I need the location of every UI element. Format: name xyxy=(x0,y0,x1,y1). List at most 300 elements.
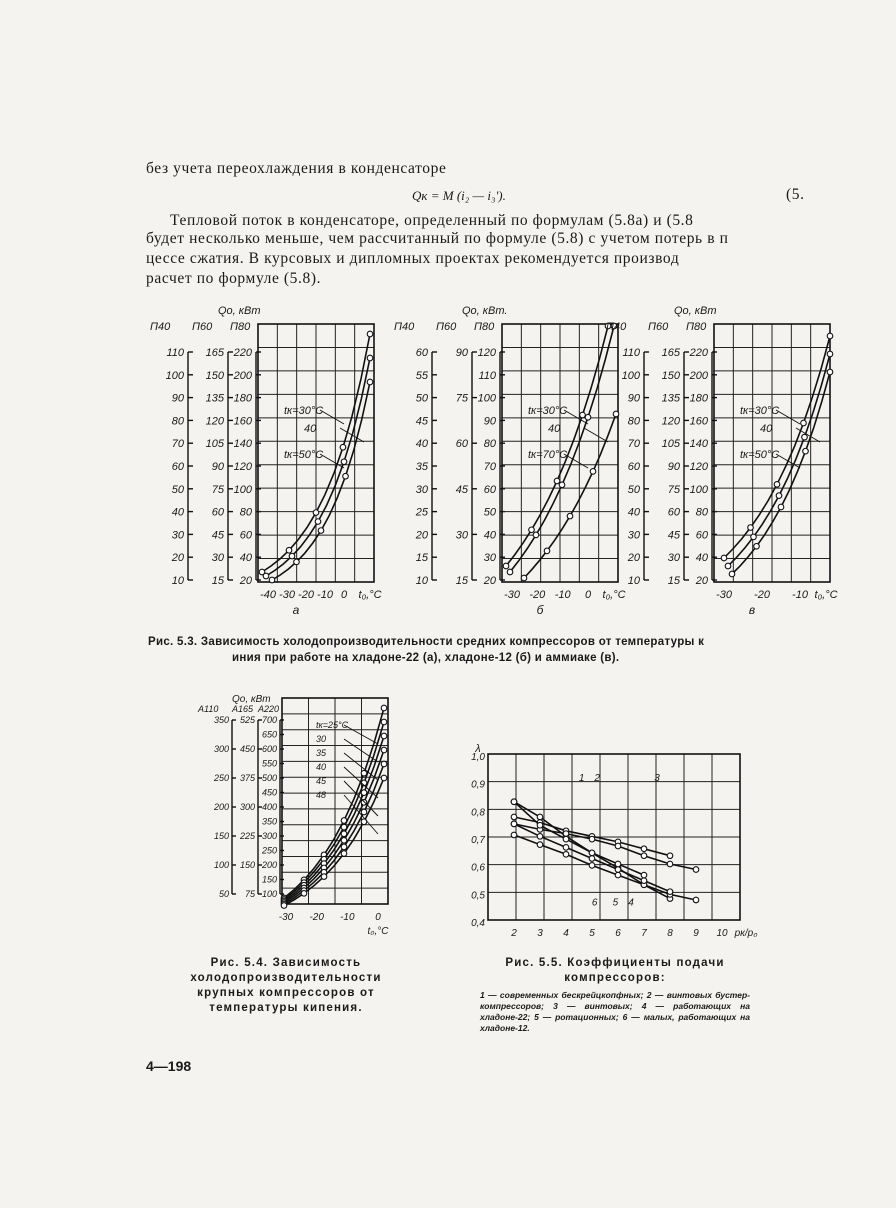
scale-label: 90 xyxy=(455,347,468,359)
scale-label: 90 xyxy=(667,461,680,473)
scale-label: 100 xyxy=(477,392,496,405)
y-tick-label: 1,0 xyxy=(471,752,485,763)
data-point xyxy=(321,874,327,880)
data-point xyxy=(521,575,527,581)
scale-label: 150 xyxy=(661,369,680,382)
scale-head-1: А110 xyxy=(198,704,219,714)
curve-label: 40 xyxy=(760,423,773,435)
scale-label: 105 xyxy=(661,438,680,451)
data-point xyxy=(343,473,349,479)
data-point xyxy=(641,872,647,878)
scale-label: 70 xyxy=(483,461,496,473)
x-tick-label: 0 xyxy=(340,589,348,601)
scale-label: 10 xyxy=(415,575,428,587)
scale-label: 15 xyxy=(415,552,428,565)
data-point xyxy=(544,548,550,554)
x-tick-label: 4 xyxy=(563,928,569,939)
scale-label: 110 xyxy=(166,347,184,359)
scale-label: 15 xyxy=(667,575,680,587)
scale-label: 100 xyxy=(213,860,229,870)
scale-label: 90 xyxy=(627,392,640,405)
plot-grid xyxy=(488,754,740,920)
scale-label: 75 xyxy=(455,392,468,405)
data-point xyxy=(381,761,387,767)
data-point xyxy=(641,853,647,859)
x-tick-label: 3 xyxy=(537,928,543,939)
fig-5-5-caption-title: Рис. 5.5. Коэффициенты подачи компрессоров: xyxy=(505,957,725,984)
fig-5-5-caption-legend: 1 — современных бескрейцкопфных; 2 — винтовых бустер-компрессоров; 3 — винтовых; 4 — работающих на хладоне-22; 5 — ротационных; 6 — малых, работающих на хладоне-12. xyxy=(480,990,750,1033)
data-point xyxy=(381,775,387,781)
data-point xyxy=(641,878,647,884)
scale-label: 100 xyxy=(233,483,252,496)
scale-label: 30 xyxy=(415,483,428,496)
data-point xyxy=(748,525,754,531)
curve-label: 30 xyxy=(316,734,327,744)
label-leader xyxy=(340,428,364,442)
data-point xyxy=(318,528,324,534)
x-tick-label: -20 xyxy=(298,589,314,601)
scale-label: 120 xyxy=(205,415,224,428)
scale-label: 70 xyxy=(627,438,640,451)
scale-label: 100 xyxy=(621,369,640,382)
x-tick-label: -30 xyxy=(716,589,732,601)
scale-label: 100 xyxy=(165,369,184,382)
y-tick-label: 0,6 xyxy=(471,862,485,874)
curve-label: 48 xyxy=(316,790,327,800)
scale-label: 120 xyxy=(477,347,496,359)
scale-label: 70 xyxy=(171,438,184,451)
data-point xyxy=(367,331,373,337)
x-axis-unit: t₀,°C xyxy=(602,589,626,601)
scale-label: 250 xyxy=(213,773,229,783)
data-point xyxy=(361,800,367,806)
scale-label: 25 xyxy=(415,506,428,519)
paragraph-line-3: цессе сжатия. В курсовых и дипломных проектах рекомендуется производ xyxy=(146,250,680,267)
scale-label: 120 xyxy=(233,461,252,473)
data-point xyxy=(381,705,387,711)
y-tick-label: 0,5 xyxy=(471,890,485,902)
data-point xyxy=(563,852,569,858)
x-axis-unit: t₀,°C xyxy=(814,589,838,601)
data-point xyxy=(554,478,560,484)
data-point xyxy=(615,872,621,878)
scale-label: 180 xyxy=(689,392,708,405)
formula-number: (5. xyxy=(786,186,805,203)
fig-5-3-panel-в xyxy=(604,300,844,630)
scale-label: 20 xyxy=(627,552,640,565)
scale-label: 110 xyxy=(478,369,496,382)
data-point xyxy=(507,569,513,575)
curve-label: tк=50°С xyxy=(284,449,324,461)
scale-label: 150 xyxy=(205,369,224,382)
scale-label: 600 xyxy=(261,744,277,754)
x-tick-label: 5 xyxy=(589,928,595,939)
data-point xyxy=(341,459,347,465)
data-point xyxy=(641,846,647,852)
scale-label: 40 xyxy=(695,552,708,565)
scale-label: 180 xyxy=(233,392,252,405)
x-tick-label: 7 xyxy=(641,928,647,939)
curve-label: 5 xyxy=(612,897,619,909)
x-tick-label: -10 xyxy=(792,589,808,601)
scale-label: 55 xyxy=(415,369,428,382)
curve-tk-2 xyxy=(284,736,384,901)
x-tick-label: -20 xyxy=(754,589,770,601)
data-point xyxy=(803,448,809,454)
data-point xyxy=(801,420,807,426)
data-point xyxy=(563,845,569,851)
curve-label: tк=50°С xyxy=(740,449,780,461)
scale-label: 220 xyxy=(689,347,708,359)
scale-label: 40 xyxy=(415,438,428,451)
scale-label: 400 xyxy=(261,802,277,812)
scale-label: 550 xyxy=(261,758,277,769)
label-leader xyxy=(776,410,800,424)
data-point xyxy=(667,861,673,867)
qo-axis-title: Qo, кВт. xyxy=(462,305,508,317)
x-tick-label: -10 xyxy=(340,912,355,923)
scale-label: 80 xyxy=(483,438,496,451)
data-point xyxy=(341,844,347,850)
qo-axis-title: Qo, кВт xyxy=(232,694,271,705)
data-point xyxy=(729,571,735,577)
scale-head-1: П40 xyxy=(394,321,415,333)
scale-label: 60 xyxy=(211,506,224,519)
scale-label: 60 xyxy=(483,483,496,496)
scale-label: 40 xyxy=(171,506,184,519)
scale-head-2: П60 xyxy=(436,321,457,333)
scale-label: 135 xyxy=(205,392,224,405)
scale-label: 20 xyxy=(171,552,184,565)
curve-tk50 xyxy=(732,372,830,574)
curve-label: tк=25°С xyxy=(316,720,349,730)
panel-letter: б xyxy=(536,603,544,617)
scale-label: 90 xyxy=(211,461,224,473)
scale-label: 350 xyxy=(261,816,277,827)
scale-label: 50 xyxy=(218,889,229,899)
x-axis-unit: t₀,°C xyxy=(367,926,389,937)
scale-label: 300 xyxy=(213,744,229,754)
data-point xyxy=(580,412,586,418)
curve-tk30 xyxy=(724,336,830,558)
scale-label: 220 xyxy=(233,347,252,359)
fig-5-3-caption-line-1: Рис. 5.3. Зависимость холодопроизводительности средних компрессоров от температуры к xyxy=(148,636,705,648)
data-point xyxy=(263,573,269,579)
curve-tk-0 xyxy=(284,708,384,898)
fig-5-4-caption: Рис. 5.4. Зависимость холодопроизводительности крупных компрессоров от температуры кипения. xyxy=(190,957,382,1014)
scale-label: 45 xyxy=(455,483,468,496)
scale-label: 200 xyxy=(213,802,229,812)
scale-label: 150 xyxy=(239,860,255,870)
scale-label: 90 xyxy=(483,415,496,428)
scale-label: 200 xyxy=(233,369,252,382)
data-point xyxy=(511,832,517,838)
x-tick-label: -10 xyxy=(317,589,333,601)
scale-label: 80 xyxy=(695,506,708,519)
data-point xyxy=(751,534,757,540)
scale-label: 250 xyxy=(261,845,277,856)
data-point xyxy=(529,527,535,533)
scale-label: 650 xyxy=(261,729,277,740)
scale-head-1: П40 xyxy=(150,321,171,333)
data-point xyxy=(615,843,621,849)
scale-label: 30 xyxy=(627,529,640,542)
x-tick-label: -30 xyxy=(279,589,295,601)
paragraph-line-2: будет несколько меньше, чем рассчитанный по формуле (5.8) с учетом потерь в п xyxy=(146,230,729,247)
scale-label: 60 xyxy=(171,461,184,473)
scale-label: 30 xyxy=(667,552,680,565)
data-point xyxy=(503,563,509,569)
curve-label: 2 xyxy=(594,773,600,784)
data-point xyxy=(537,814,543,820)
text-line-1: без учета переохлаждения в конденсаторе xyxy=(146,160,447,177)
data-point xyxy=(667,889,673,895)
scale-label: 165 xyxy=(661,347,680,359)
curve-label: 6 xyxy=(591,897,598,909)
scale-label: 350 xyxy=(213,715,229,725)
data-point xyxy=(533,532,539,538)
x-tick-label: -10 xyxy=(554,589,571,601)
scale-label: 200 xyxy=(261,860,277,870)
fig-5-3-panel-а xyxy=(148,300,388,630)
fig-5-3-caption-line-2: иния при работе на хладоне-22 (а), хладоне-12 (б) и аммиаке (в). xyxy=(232,652,620,664)
scale-label: 165 xyxy=(205,347,224,359)
scale-label: 60 xyxy=(627,461,640,473)
curve-label: 40 xyxy=(316,762,327,772)
data-point xyxy=(367,379,373,385)
scale-label: 60 xyxy=(695,529,708,542)
curve-label: 45 xyxy=(316,776,327,786)
curve-label: 4 xyxy=(628,897,634,909)
data-point xyxy=(286,547,292,553)
paragraph-line-1: Тепловой поток в конденсаторе, определенный по формулам (5.8а) и (5.8 xyxy=(170,212,694,229)
scale-label: 20 xyxy=(483,575,496,587)
data-point xyxy=(567,513,573,519)
data-point xyxy=(725,563,731,569)
scale-label: 700 xyxy=(261,715,277,725)
scale-label: 40 xyxy=(483,529,496,542)
data-point xyxy=(511,814,517,820)
data-point xyxy=(585,414,591,420)
scale-label: 450 xyxy=(239,744,255,754)
data-point xyxy=(361,790,367,796)
qo-axis-title: Qo, кВт xyxy=(218,305,261,317)
scale-head-3: А220 xyxy=(258,704,280,714)
scale-label: 45 xyxy=(667,529,680,542)
label-leader xyxy=(564,454,588,468)
scale-label: 80 xyxy=(239,506,252,519)
x-tick-label: -20 xyxy=(529,589,546,601)
data-point xyxy=(778,504,784,510)
scale-label: 160 xyxy=(233,415,252,428)
data-point xyxy=(315,519,321,525)
curve-tk-4 xyxy=(284,764,384,904)
scale-label: 45 xyxy=(415,415,428,428)
scale-label: 105 xyxy=(205,438,224,451)
scale-label: 160 xyxy=(689,415,708,428)
y-tick-label: 0,7 xyxy=(471,835,485,846)
y-axis-title: λ xyxy=(475,743,481,755)
panel-letter: а xyxy=(292,603,300,617)
data-point xyxy=(827,333,833,339)
scale-label: 140 xyxy=(233,438,252,451)
x-tick-label: 9 xyxy=(693,928,699,939)
data-point xyxy=(313,510,319,516)
scale-label: 15 xyxy=(211,575,224,587)
data-point xyxy=(537,834,543,840)
x-tick-label: 2 xyxy=(511,928,517,939)
x-tick-label: 0 xyxy=(584,589,592,601)
y-tick-label: 0,8 xyxy=(471,807,485,819)
curve-label: tк=30°С xyxy=(284,405,324,417)
x-tick-label: 10 xyxy=(716,928,728,939)
scale-label: 50 xyxy=(415,392,428,405)
scale-label: 40 xyxy=(627,506,640,519)
scale-label: 135 xyxy=(661,392,680,405)
data-point xyxy=(381,747,387,753)
scale-label: 100 xyxy=(261,889,277,899)
scale-label: 450 xyxy=(261,787,277,798)
data-point xyxy=(776,493,782,499)
scale-label: 20 xyxy=(415,529,428,542)
curve-label: 40 xyxy=(548,423,561,435)
x-tick-label: 8 xyxy=(667,928,673,939)
page-number: 4—198 xyxy=(146,1058,192,1074)
data-point xyxy=(281,903,287,909)
data-point xyxy=(511,821,517,827)
y-tick-label: 0,4 xyxy=(471,918,485,929)
data-point xyxy=(367,355,373,361)
data-point xyxy=(589,863,595,869)
scale-label: 50 xyxy=(627,483,640,496)
data-point xyxy=(511,799,517,805)
data-point xyxy=(341,851,347,857)
curve-label: 35 xyxy=(316,748,327,758)
x-axis-unit: pк/p₀ xyxy=(734,928,758,939)
scale-label: 40 xyxy=(239,552,252,565)
scale-label: 60 xyxy=(667,506,680,519)
scale-label: 140 xyxy=(689,438,708,451)
data-point xyxy=(693,867,699,873)
scale-label: 120 xyxy=(689,461,708,473)
data-point xyxy=(269,577,275,583)
scale-label: 100 xyxy=(689,483,708,496)
scale-label: 375 xyxy=(239,773,255,783)
curve-label: tк=30°С xyxy=(740,405,780,417)
fig-5-3-panel-б xyxy=(392,300,632,630)
scale-label: 300 xyxy=(261,831,277,841)
x-tick-label: -30 xyxy=(504,589,520,601)
data-point xyxy=(294,559,300,565)
scale-head-1: П40 xyxy=(606,321,627,333)
data-point xyxy=(301,891,307,897)
x-tick-label: -40 xyxy=(260,589,276,601)
scale-head-3: П80 xyxy=(474,321,495,333)
scale-label: 200 xyxy=(689,369,708,382)
scale-label: 60 xyxy=(455,438,468,451)
scale-head-3: П80 xyxy=(230,321,251,333)
scale-label: 75 xyxy=(667,483,680,496)
scale-label: 150 xyxy=(261,874,277,885)
data-point xyxy=(289,553,295,559)
data-point xyxy=(559,482,565,488)
data-point xyxy=(537,822,543,828)
scale-label: 20 xyxy=(239,575,252,587)
data-point xyxy=(589,850,595,856)
scale-label: 525 xyxy=(239,715,255,725)
scale-label: 75 xyxy=(211,483,224,496)
formula: Qк = M (i₂ — i₃'). xyxy=(412,188,506,203)
fig-5-5-chart xyxy=(470,740,760,950)
scale-label: 15 xyxy=(455,575,468,587)
scale-label: 30 xyxy=(455,529,468,542)
scale-label: 30 xyxy=(483,552,496,565)
scale-label: 10 xyxy=(171,575,184,587)
data-point xyxy=(802,434,808,440)
data-point xyxy=(563,831,569,837)
qo-axis-title: Qo, кВт xyxy=(674,305,717,317)
panel-letter: в xyxy=(748,603,756,617)
data-point xyxy=(693,897,699,903)
data-point xyxy=(589,836,595,842)
scale-label: 60 xyxy=(415,347,428,359)
scale-label: 30 xyxy=(211,552,224,565)
data-point xyxy=(563,836,569,842)
x-tick-label: -20 xyxy=(309,912,324,923)
data-point xyxy=(827,369,833,375)
data-point xyxy=(381,733,387,739)
data-point xyxy=(827,351,833,357)
scale-label: 80 xyxy=(171,415,184,428)
scale-label: 500 xyxy=(261,773,277,783)
scale-label: 150 xyxy=(213,831,229,841)
scale-label: 110 xyxy=(622,347,640,359)
scale-label: 20 xyxy=(695,575,708,587)
scale-label: 300 xyxy=(239,802,255,812)
x-axis-unit: t₀,°C xyxy=(358,589,382,601)
scale-label: 90 xyxy=(171,392,184,405)
scale-head-2: А165 xyxy=(232,704,254,714)
scale-label: 120 xyxy=(661,415,680,428)
scale-label: 225 xyxy=(239,831,255,841)
x-tick-label: 0 xyxy=(375,912,381,923)
data-point xyxy=(774,482,780,488)
label-leader xyxy=(320,410,344,424)
data-point xyxy=(615,867,621,873)
data-point xyxy=(615,861,621,867)
data-point xyxy=(754,543,760,549)
data-point xyxy=(340,444,346,450)
scale-label: 35 xyxy=(415,461,428,473)
scale-label: 45 xyxy=(211,529,224,542)
scale-label: 75 xyxy=(244,889,255,899)
scale-label: 10 xyxy=(627,575,640,587)
curve-label: 40 xyxy=(304,423,317,435)
paragraph-line-4: расчет по формуле (5.8). xyxy=(146,270,322,287)
scale-head-2: П60 xyxy=(192,321,213,333)
scale-label: 60 xyxy=(239,529,252,542)
curve-label: 1 xyxy=(578,773,585,784)
scale-head-2: П60 xyxy=(648,321,669,333)
data-point xyxy=(537,842,543,848)
data-point xyxy=(361,809,367,815)
x-tick-label: -30 xyxy=(278,912,294,923)
data-point xyxy=(381,719,387,725)
scale-label: 50 xyxy=(483,506,496,519)
data-point xyxy=(721,555,727,561)
data-point xyxy=(589,856,595,862)
fig-5-4-chart xyxy=(196,684,396,944)
